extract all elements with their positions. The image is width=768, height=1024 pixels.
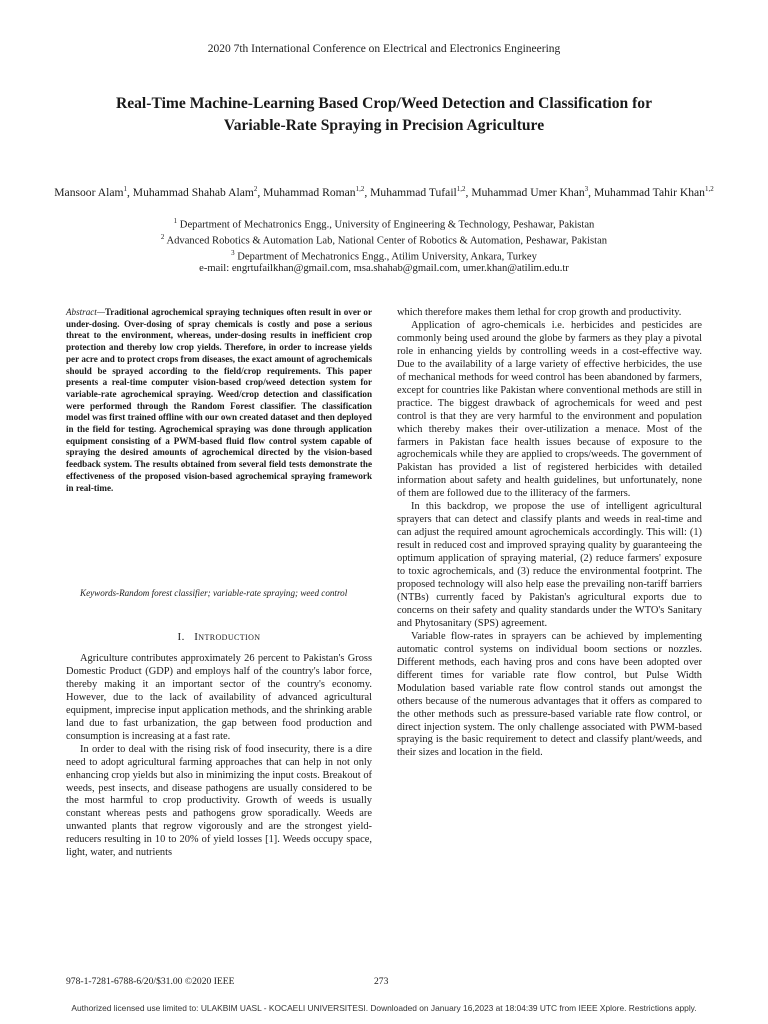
abstract xyxy=(66,307,372,494)
paragraph: Application of agro-chemicals i.e. herbicides and pesticides are commonly being used around the globe by farmers as they play a pivotal role in enhancing yields by controlling weeds in a cost-effective way. Due to the availability of a large variety of effective herbicides, the use of mechanical methods for weed control has been abandoned by farmers, except for countries like Pakistan where conventional methods are still in practice. The biggest drawback of agrochemicals for weed and pest control is that they are very harmful to the environment and population which thereby makes their over-utilization a menace. Most of the farmers in Pakistan face health issues because of exposure to the agrochemicals while they are applied to crops/weeds. The government of Pakistan has provided a list of registered herbicides with detailed information about safety and health guidelines, but unfortunately, none of them are followed due to the illiteracy of the farmers. xyxy=(397,319,702,500)
author-5-sup: 3 xyxy=(584,185,589,193)
affiliation-3-sup: 3 xyxy=(231,249,235,257)
paragraph: Variable flow-rates in sprayers can be achieved by implementing automatic control systems on individual boom sections or nozzles. Different methods, each having pros and cons have been adopted over different times for variable rate flow control, but Pulse Width Modulation based variable rate flow control stands out amongst the others because of the numerous advantages that it offers as compared to the other methods such as pressure-based variable rate flow control, or direct injection system. The only challenge associated with PWM-based spraying is the basic requirement to detect and classify plant/weeds, and their sizes and location in the field. xyxy=(397,630,702,759)
author-6-sup: 1,2 xyxy=(704,185,714,193)
paper-title xyxy=(60,93,708,137)
affiliation-3-text: Department of Mechatronics Engg., Atilim University, Ankara, Turkey xyxy=(234,251,537,263)
author-3: , Muhammad Roman xyxy=(257,185,356,199)
paragraph-continued: which therefore makes them lethal for crop growth and productivity. xyxy=(397,307,682,318)
keywords: Keywords-Random forest classifier; variable-rate spraying; weed control xyxy=(80,588,348,598)
author-4-sup: 1,2 xyxy=(456,185,466,193)
abstract-body: Traditional agrochemical spraying techniques often result in over or under-dosing. Over-dosing of spray chemicals is costly and pose a serious threat to the environment, whereas, under-dosing results in inefficient crop protection and thereby low crop yields. Therefore, in order to increase yields per acre and to protect crops from diseases, the exact amount of agrochemicals should be sprayed according to the field/crop requirements. This paper presents a real-time computer vision-based crop/weed detection system for variable-rate agrochemical spraying. Weed/crop detection and classification were performed through the Random Forest classifier. The classification model was first trained offline with our own created dataset and then deployed in the field for testing. Agrochemical spraying was done through application equipment consisting of a PWM-based fluid flow control system capable of spraying the desired amounts of agrochemical directed by the vision-based feedback system. The results obtained from several field tests demonstrate the effectiveness of the proposed vision-based agrochemical spraying framework in real-time. xyxy=(66,307,372,493)
conference-header: 2020 7th International Conference on Electrical and Electronics Engineering xyxy=(207,43,561,55)
abstract-lead: Abstract— xyxy=(66,307,105,317)
page-number: 273 xyxy=(374,976,389,987)
title-line-1: Real-Time Machine-Learning Based Crop/Weed Detection and Classification for xyxy=(115,95,653,112)
paragraph: Agriculture contributes approximately 26 percent to Pakistan's Gross Domestic Product (GDP) and employs half of the country's labor force, thereby making it an important sector of the country's economy. However, due to the lack of availability of advanced agricultural equipment, imprecise input application methods, and the shrinking arable land due to fast urbanization, the gap between food production and consumption is increasing at a fast rate. xyxy=(66,653,372,742)
author-5: , Muhammad Umer Khan xyxy=(465,185,585,199)
right-column-body xyxy=(397,307,702,760)
affiliation-1-text: Department of Mechatronics Engg., University of Engineering & Technology, Peshawar, Pakistan xyxy=(177,219,595,231)
affiliation-2-text: Advanced Robotics & Automation Lab, National Center of Robotics & Automation, Peshawar, Pakistan xyxy=(164,235,608,247)
author-emails: e-mail: engrtufailkhan@gmail.com, msa.shahab@gmail.com, umer.khan@atilim.edu.tr xyxy=(199,263,569,274)
author-6: , Muhammad Tahir Khan xyxy=(588,185,705,199)
author-1: Mansoor Alam xyxy=(54,185,124,199)
paragraph: In order to deal with the rising risk of food insecurity, there is a dire need to adopt agricultural farming approaches that can help in not only enhancing crop yields but also in minimizing the input costs. Breakout of weeds, pest insects, and disease pathogens are usually considered to be the most harmful to crop productivity. Growth of weeds is usually constant whereas pests and pathogens grow sporadically. Weeds are unwanted plants that regrow vigorously and are the strongest yield-reducers resulting in 10 to 20% of yield losses [1]. Weeds occupy space, light, water, and nutrients xyxy=(66,743,372,859)
section-heading-introduction xyxy=(66,631,372,643)
section-title: Introduction xyxy=(194,631,261,643)
author-3-sup: 1,2 xyxy=(355,185,365,193)
footer-isbn: 978-1-7281-6788-6/20/$31.00 ©2020 IEEE xyxy=(66,976,235,987)
author-4: , Muhammad Tufail xyxy=(364,185,457,199)
paragraph: In this backdrop, we propose the use of intelligent agricultural sprayers that can detect and classify plants and weeds in real-time and can adjust the required amount agrochemicals accordingly. This will: (1) result in reduced cost and improved spraying quality by guaranteeing the optimum application of spraying material, (2) reduce farmers' exposure to toxic agrochemicals, and (3) reduce the environmental footprint. The proposed technology will also help ease the prevailing non-tariff barriers (NTBs) currently faced by Pakistan's agricultural exports due to concerns on their safety and quality standards under the WTO's Sanitary and Phytosanitary (SPS) agreement. xyxy=(397,501,702,629)
left-column-body xyxy=(66,653,372,860)
author-1-sup: 1 xyxy=(123,185,127,193)
affiliation-2-sup: 2 xyxy=(160,233,165,241)
license-notice: Authorized licensed use limited to: ULAKBIM UASL - KOCAELI UNIVERSITESI. Downloaded on January 16,2023 at 18:04:39 UTC from IEEE Xplore. Restrictions apply. xyxy=(71,1003,697,1013)
title-line-2: Variable-Rate Spraying in Precision Agriculture xyxy=(223,117,545,134)
affiliation-1-sup: 1 xyxy=(173,217,178,225)
section-number: I. xyxy=(177,631,185,643)
author-list xyxy=(40,182,728,200)
author-2: , Muhammad Shahab Alam xyxy=(126,185,254,199)
author-2-sup: 2 xyxy=(253,185,258,193)
